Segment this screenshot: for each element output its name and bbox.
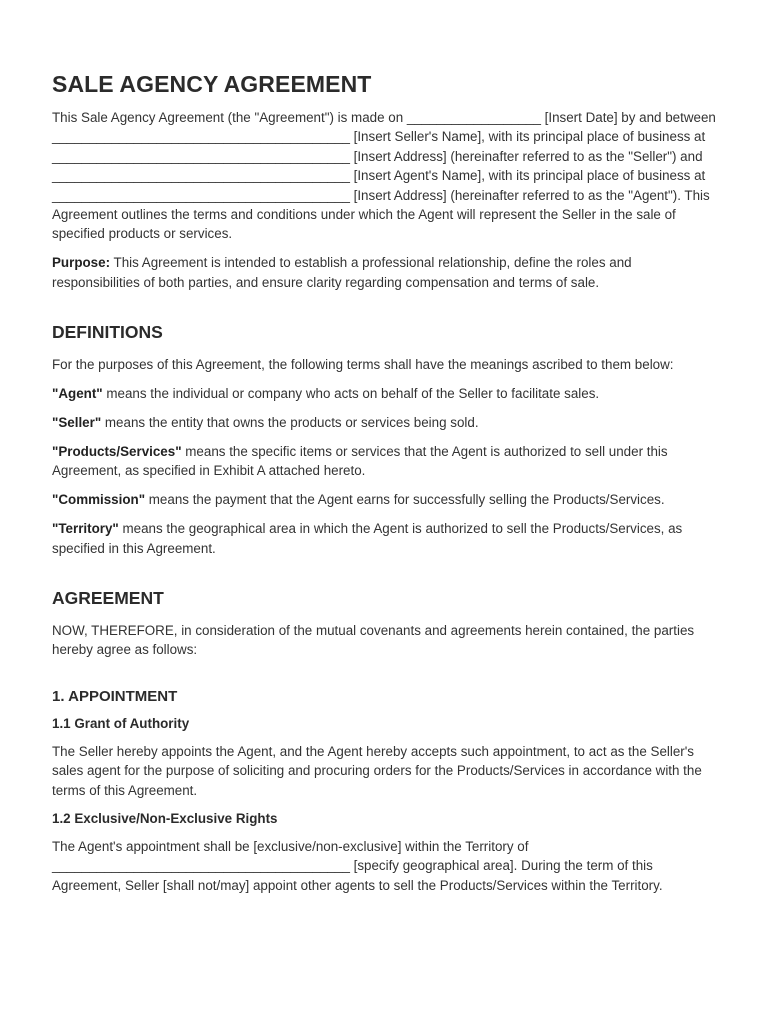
grant-of-authority-heading: 1.1 Grant of Authority [52, 715, 190, 731]
exclusive-rights-heading: 1.2 Exclusive/Non-Exclusive Rights [52, 810, 278, 826]
definition-territory [52, 519, 720, 558]
definition-term: "Seller" [52, 414, 102, 430]
definition-term: "Territory" [52, 521, 119, 537]
definition-commission [52, 490, 720, 509]
purpose-paragraph [52, 253, 720, 292]
definition-text: means the entity that owns the products or services being sold. [101, 414, 479, 430]
agreement-paragraph: NOW, THEREFORE, in consideration of the mutual covenants and agreements herein contained, the parties hereby agree as follows: [52, 622, 695, 658]
definition-seller [52, 413, 720, 432]
definition-text: means the payment that the Agent earns for successfully selling the Products/Services. [145, 492, 665, 508]
grant-of-authority-paragraph: The Seller hereby appoints the Agent, and the Agent hereby accepts such appointment, to act as the Seller's sales agent for the purpose of soliciting and procuring orders for the Products/Services in accordance with the terms of this Agreement. [52, 743, 702, 798]
definition-term: "Agent" [52, 386, 103, 402]
intro-paragraph: This Sale Agency Agreement (the "Agreement") is made on __________________ [Insert Date] by and between ________________________________________ [Insert Seller's Name], with its principal place of business at ________________________________________ [Insert Address] (hereinafter referred to as the "Seller") and ________________________________________ [Insert Agent's Name], with its principal place of business at ________________________________________ [Insert Address] (hereinafter referred to as the "Agent"). This Agreement outlines the terms and conditions under which the Agent will represent the Seller in the sale of specified products or services. [52, 110, 716, 242]
exclusive-rights-paragraph: The Agent's appointment shall be [exclusive/non-exclusive] within the Territory of ________________________________________ [specify geographical area]. During the term of this Agreement, Seller [shall not/may] appoint other agents to sell the Products/Services within the Territory. [52, 838, 663, 893]
definition-agent [52, 384, 720, 403]
purpose-label: Purpose: [52, 255, 111, 271]
definition-term: "Products/Services" [52, 443, 182, 459]
agreement-heading: AGREEMENT [52, 587, 164, 608]
definition-products-services [52, 442, 720, 481]
document-title: SALE AGENCY AGREEMENT [52, 71, 372, 97]
definition-text: means the individual or company who acts on behalf of the Seller to facilitate sales. [102, 386, 600, 402]
definition-text: means the specific items or services that the Agent is authorized to sell under this Agreement, as specified in Exhibit A attached hereto. [52, 443, 668, 479]
purpose-text: This Agreement is intended to establish a professional relationship, define the roles and responsibilities of both parties, and ensure clarity regarding compensation and terms of sale. [52, 255, 632, 290]
definition-text: means the geographical area in which the Agent is authorized to sell the Products/Services, as specified in this Agreement. [52, 521, 683, 556]
appointment-heading: 1. APPOINTMENT [52, 687, 178, 705]
definition-term: "Commission" [52, 492, 146, 508]
definitions-heading: DEFINITIONS [52, 322, 163, 343]
definitions-intro: For the purposes of this Agreement, the following terms shall have the meanings ascribed to them below: [52, 357, 674, 373]
